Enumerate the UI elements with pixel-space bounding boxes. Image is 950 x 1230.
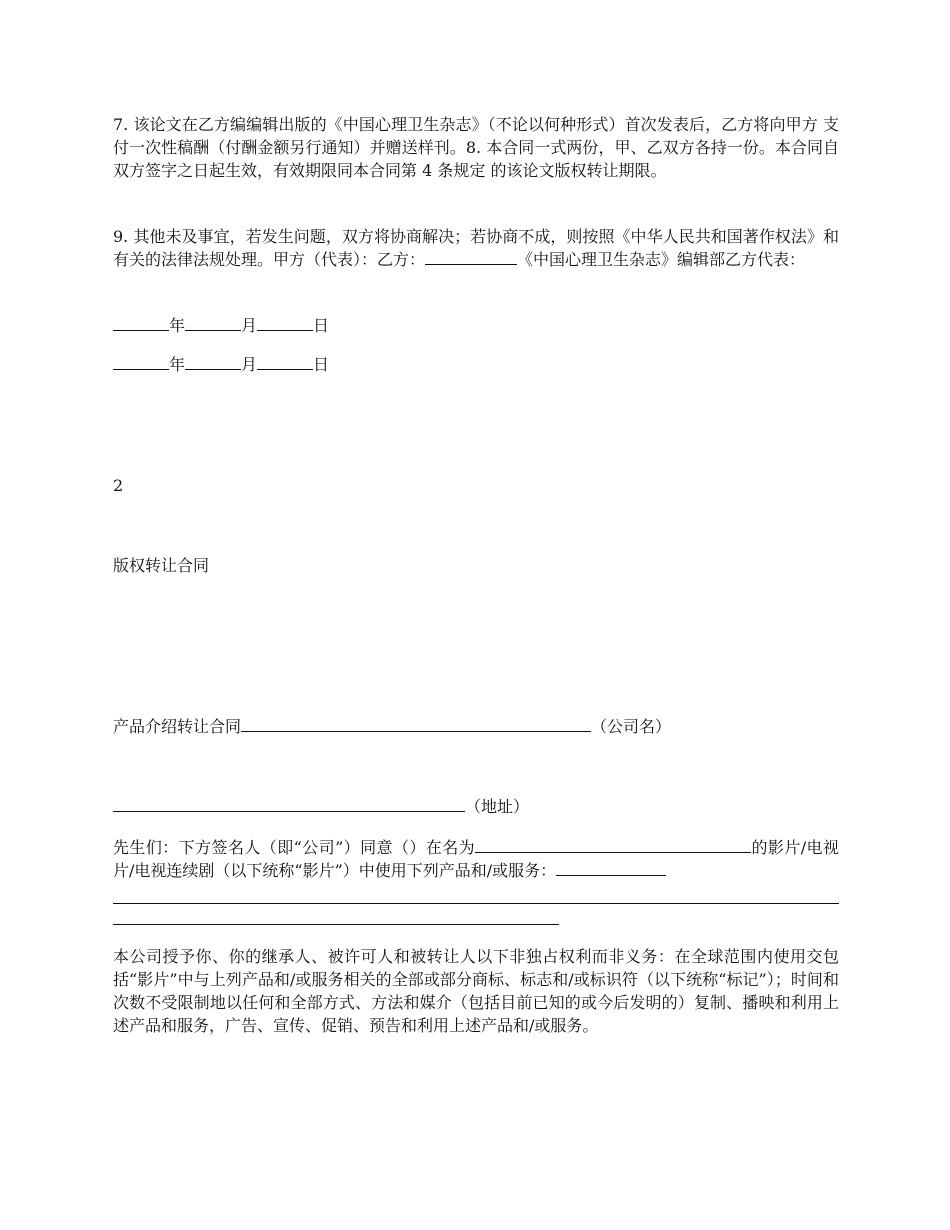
section-title: 版权转让合同 — [113, 556, 210, 575]
address-line — [113, 795, 839, 818]
sirs-text-cont: 的影片/电视片/电视连续剧（以下统称“影片”）中使用下列产品和/或服务： — [113, 838, 839, 880]
company-name-suffix: （公司名） — [591, 717, 672, 736]
date-line-1 — [113, 314, 839, 337]
clause-9-editorial-text: 《中国心理卫生杂志》编辑部乙方代表： — [517, 250, 806, 269]
grant-paragraph: 本公司授予你、你的继承人、被许可人和被转让人以下非独占权利而非义务：在全球范围内使用交包括“影片”中与上列产品和/或服务相关的全部或部分商标、标志和/或标识符（以下统称“标记”）；时间和次数不受限制地以任何和全部方式、方法和媒介（包括目前已知的或今后发明的）复制、播映和利用上述产品和服务，广告、宣传、促销、预告和利用上述产品和/或服务。 — [113, 947, 839, 1035]
clause-9-paragraph — [113, 225, 839, 271]
day-label: 日 — [313, 316, 330, 335]
sirs-text: 先生们：下方签名人（即“公司”）同意（）在名为 — [113, 838, 476, 857]
day-label: 日 — [313, 355, 330, 374]
date-line-2 — [113, 353, 839, 376]
page-number: 2 — [113, 476, 124, 495]
year-label: 年 — [169, 355, 186, 374]
products-blank-start — [556, 861, 666, 876]
products-blank-line-2 — [113, 924, 559, 925]
address-blank — [113, 797, 465, 812]
clause-9-text: 9. 其他未及事宜，若发生问题，双方将协商解决；若协商不成，则按照《中华人民共和国著作权法》和 有关的法律法规处理。甲方（代表）：乙方： — [113, 227, 839, 269]
product-transfer-label: 产品介绍转让合同 — [113, 717, 242, 736]
month-blank — [185, 316, 241, 331]
month-label: 月 — [241, 316, 258, 335]
year-blank — [113, 316, 169, 331]
clause-7-paragraph: 7. 该论文在乙方编编辑出版的《中国心理卫生杂志》（不论以何种形式）首次发表后，乙方将向甲方 支付一次性稿酬（付酬金额另行通知）并赠送样刊。8. 本合同一式两份，甲、乙双方各持一份。本合同自双方签字之日起生效，有效期限同本合同第 4 条规定 的该论文版权转让期限。 — [113, 115, 839, 180]
company-name-blank — [241, 717, 591, 732]
year-blank — [113, 355, 169, 370]
party-b-blank — [425, 250, 517, 265]
film-name-blank — [475, 838, 751, 853]
year-label: 年 — [169, 316, 186, 335]
sirs-paragraph — [113, 836, 839, 882]
month-label: 月 — [241, 355, 258, 374]
month-blank — [185, 355, 241, 370]
address-suffix: （地址） — [465, 797, 530, 816]
day-blank — [257, 355, 313, 370]
product-transfer-line — [113, 715, 839, 738]
products-blank-line-1 — [113, 903, 839, 904]
day-blank — [257, 316, 313, 331]
